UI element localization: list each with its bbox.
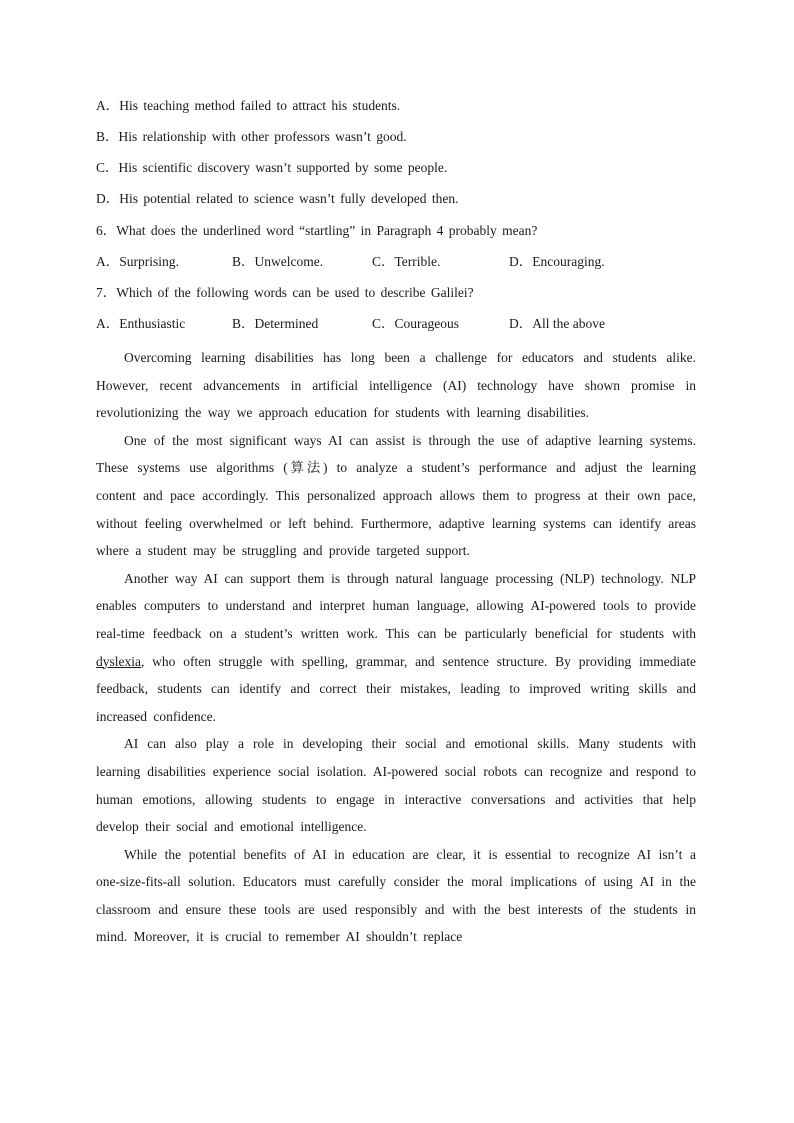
q6-option-c: C．Terrible.	[372, 254, 441, 269]
q5-option-b: B．His relationship with other professors wasn’t good.	[96, 129, 407, 144]
q6-option-a: A．Surprising.	[96, 254, 179, 269]
paragraph-3-text-after: , who often struggle with spelling, grammar, and sentence structure. By providing immediate feedback, students can identify and correct their mistakes, leading to improved writing skills and increased confidence.	[96, 653, 696, 724]
q7-option-d: D．All the above	[509, 316, 605, 331]
paragraph-2: One of the most significant ways AI can assist is through the use of adaptive learning systems. These systems use algorithms (算法) to analyze a student’s performance and adjust the learning content and pace accordingly. This personalized approach allows them to progress at their own pace, without feeling overwhelmed or left behind. Furthermore, adaptive learning systems can identify areas where a student may be struggling and provide targeted support.	[96, 432, 696, 559]
q5-option-d: D．His potential related to science wasn’t fully developed then.	[96, 191, 459, 206]
paragraph-5: While the potential benefits of AI in education are clear, it is essential to recognize AI isn’t a one-size-fits-all solution. Educators must carefully consider the moral implications of using AI in the classroom and ensure these tools are used responsibly and with the best interests of the students in mind. Moreover, it is crucial to remember AI shouldn’t replace	[96, 846, 696, 945]
paragraph-4: AI can also play a role in developing their social and emotional skills. Many students with learning disabilities experience social isolation. AI-powered social robots can recognize and respond to human emotions, allowing students to engage in interactive conversations and activities that help develop their social and emotional intelligence.	[96, 736, 696, 835]
q7-stem: 7．Which of the following words can be used to describe Galilei?	[96, 285, 474, 300]
q5-option-c: C．His scientific discovery wasn’t supported by some people.	[96, 160, 448, 175]
paragraph-3	[96, 565, 696, 731]
underlined-word-dyslexia: dyslexia	[96, 653, 141, 669]
paragraph-3-text-before: Another way AI can support them is through natural language processing (NLP) technology. NLP enables computers to understand and interpret human language, allowing AI-powered tools to provide real-time feedback on a student’s written work. This can be particularly beneficial for students with	[96, 570, 696, 641]
q7-option-b: B．Determined	[232, 316, 319, 331]
paragraph-1: Overcoming learning disabilities has long been a challenge for educators and students alike. However, recent advancements in artificial intelligence (AI) technology have shown promise in revolutionizing the way we approach education for students with learning disabilities.	[96, 350, 696, 421]
q5-option-a: A．His teaching method failed to attract his students.	[96, 98, 401, 113]
q7-option-c: C．Courageous	[372, 316, 459, 331]
q6-option-d: D．Encouraging.	[509, 254, 605, 269]
q6-option-b: B．Unwelcome.	[232, 254, 324, 269]
reading-passage	[96, 344, 696, 951]
q7-option-a: A．Enthusiastic	[96, 316, 186, 331]
q6-stem: 6．What does the underlined word “startling” in Paragraph 4 probably mean?	[96, 223, 538, 238]
